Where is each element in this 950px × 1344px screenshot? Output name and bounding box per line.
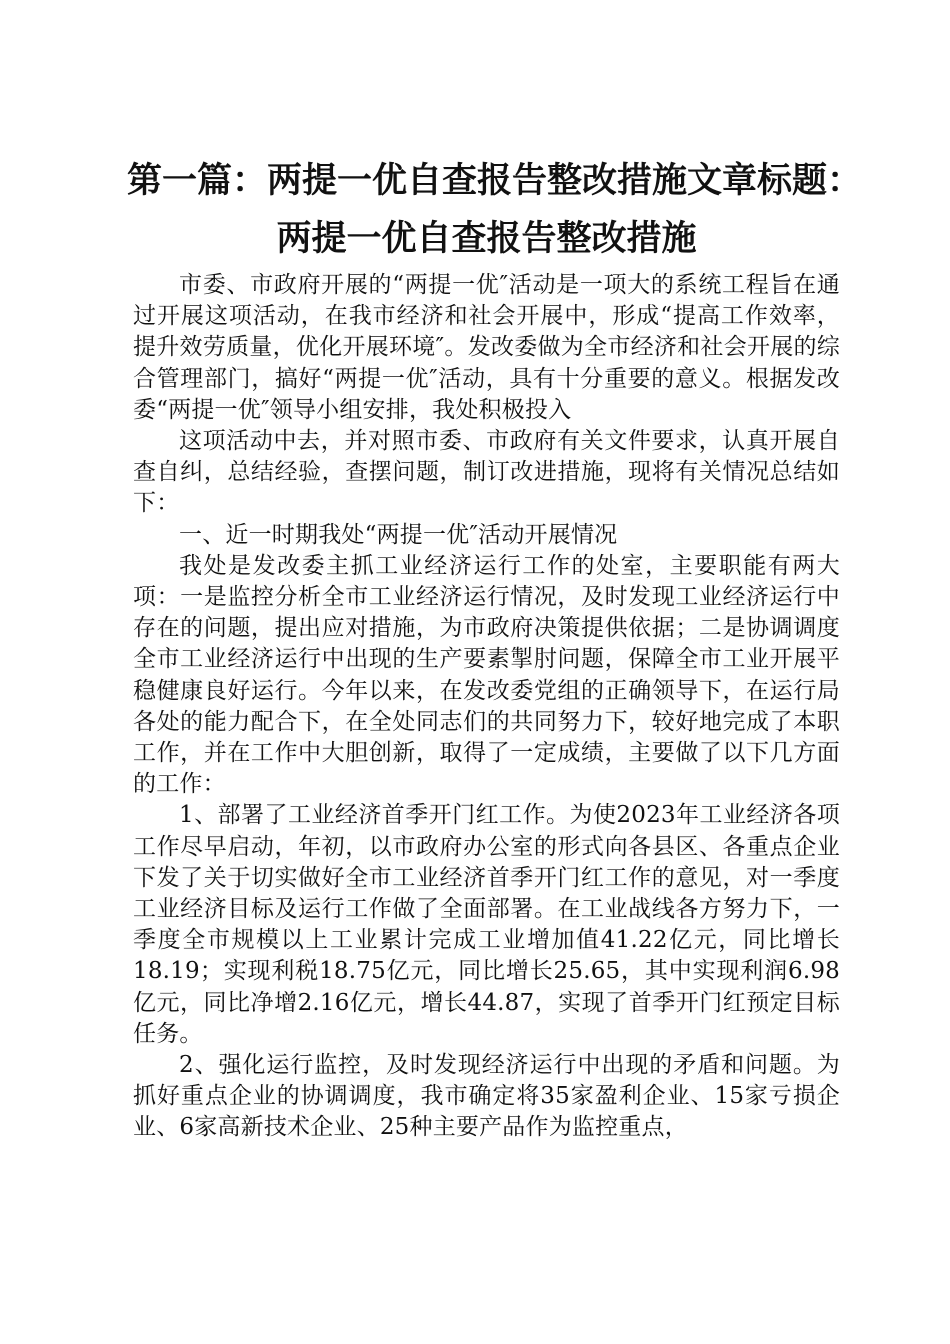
- paragraph-summary: 这项活动中去，并对照市委、市政府有关文件要求，认真开展自查自纠，总结经验，查摆问题，制订改进措施，现将有关情况总结如下：: [133, 428, 840, 517]
- paragraph-item-1: 1、部署了工业经济首季开门红工作。为使2023年工业经济各项工作尽早启动，年初，以市政府办公室的形式向各县区、各重点企业下发了关于切实做好全市工业经济首季开门红工作的意见，对一季度工业经济目标及运行工作做了全面部署。在工业战线各方努力下，一季度全市规模以上工业累计完成工业增加值41.22亿元，同比增长18.19；实现利税18.75亿元，同比增长25.65，其中实现利润6.98亿元，同比净增2.16亿元，增长44.87，实现了首季开门红预定目标任务。: [133, 802, 840, 1047]
- document-title-line-2: 两提一优自查报告整改措施: [276, 218, 697, 259]
- document-title-line-1: 第一篇：两提一优自查报告整改措施文章标题：: [127, 160, 863, 201]
- paragraph-duties: 我处是发改委主抓工业经济运行工作的处室，主要职能有两大项：一是监控分析全市工业经济运行情况，及时发现工业经济运行中存在的问题，提出应对措施，为市政府决策提供依据；二是协调调度全市工业经济运行中出现的生产要素掣肘问题，保障全市工业开展平稳健康良好运行。今年以来，在发改委党组的正确领导下，在运行局各处的能力配合下，在全处同志们的共同努力下，较好地完成了本职工作，并在工作中大胆创新，取得了一定成绩，主要做了以下几方面的工作：: [133, 552, 840, 798]
- section-heading-1: 一、近一时期我处“两提一优″活动开展情况: [179, 521, 618, 548]
- document-body: [133, 270, 840, 1144]
- paragraph-item-2: 2、强化运行监控，及时发现经济运行中出现的矛盾和问题。为抓好重点企业的协调调度，我市确定将35家盈利企业、15家亏损企业、6家高新技术企业、25种主要产品作为监控重点，: [133, 1052, 840, 1141]
- paragraph-intro: 市委、市政府开展的“两提一优″活动是一项大的系统工程旨在通过开展这项活动，在我市经济和社会开展中，形成“提高工作效率，提升效劳质量，优化开展环境″。发改委做为全市经济和社会开展的综合管理部门，搞好“两提一优″活动，具有十分重要的意义。根据发改委“两提一优″领导小组安排，我处积极投入: [133, 272, 840, 423]
